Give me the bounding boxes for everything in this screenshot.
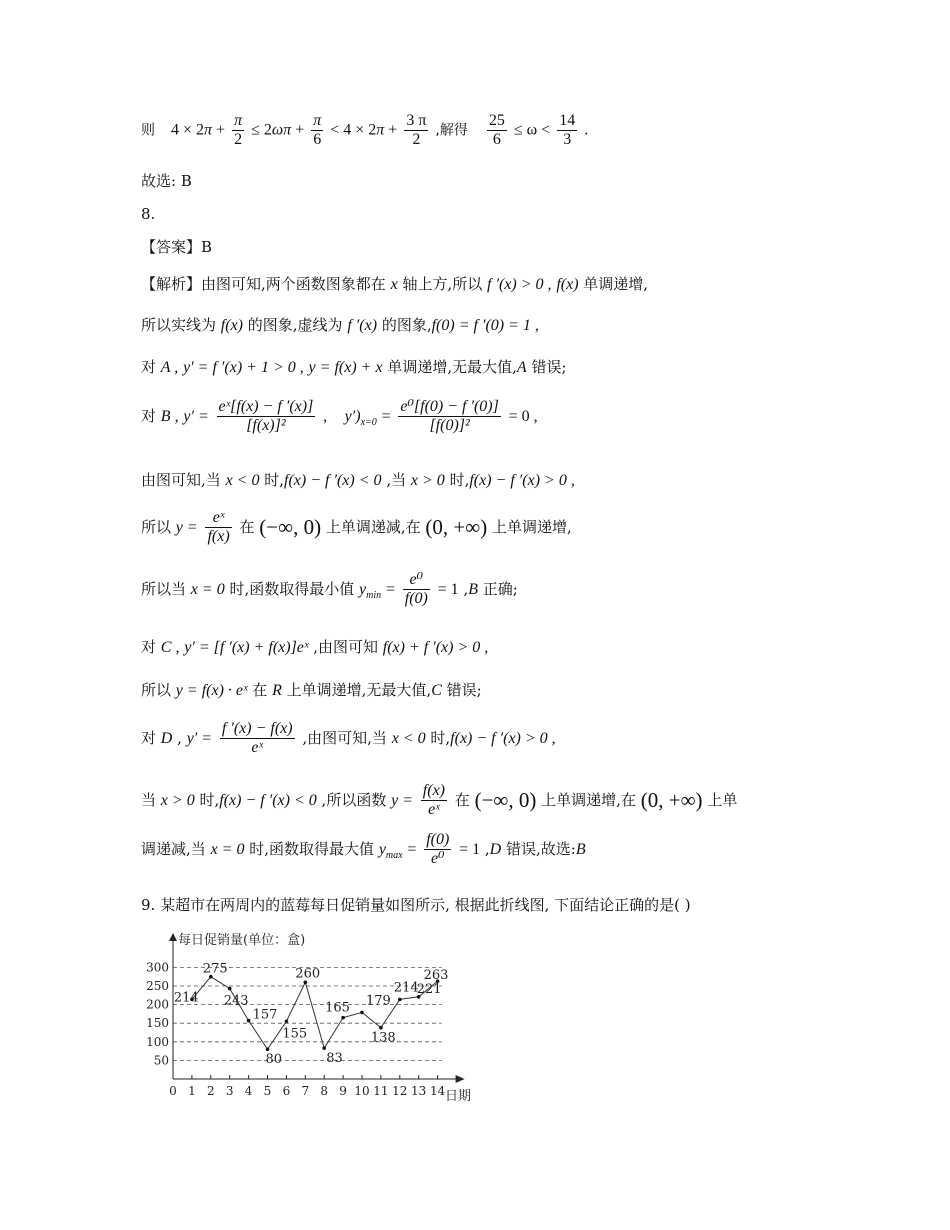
analysis-line-10: 对 D , y′ = $\frac{f '(x) - f(x)}{\text{eˣ}}$ ,由图可知,当 x < 0 时,f(x) − f ′(x) > 0 , <box>141 720 556 757</box>
y-tick-label: 200 <box>146 997 169 1012</box>
data-label: 214 <box>393 980 419 996</box>
q9-stem: 9. 某超市在两周内的蓝莓每日促销量如图所示, 根据此折线图, 下面结论正确的是( ) <box>141 896 691 914</box>
q8-number: 8. <box>141 205 156 223</box>
data-point <box>322 1046 326 1050</box>
x-tick-label: 11 <box>373 1084 389 1098</box>
x-axis-arrow <box>456 1075 465 1083</box>
y-tick-label: 100 <box>146 1034 169 1049</box>
y-axis-arrow <box>169 933 177 941</box>
data-point <box>285 1020 289 1024</box>
x-tick-label: 7 <box>301 1084 310 1098</box>
x-tick-label: 6 <box>282 1084 291 1098</box>
data-label: 165 <box>325 1000 350 1016</box>
chart-y-ticks <box>146 960 169 1067</box>
data-point <box>379 1026 383 1030</box>
data-label: 243 <box>223 993 249 1009</box>
data-label: 157 <box>252 1007 278 1023</box>
data-label: 179 <box>366 993 391 1009</box>
chart-title: 每日促销量(单位：盒) <box>178 933 306 948</box>
data-point <box>398 998 402 1002</box>
analysis-line-8: 对 C , y′ = [f ′(x) + f(x)]eˣ ,由图可知 f(x) + f ′(x) > 0 , <box>141 638 489 656</box>
x-tick-label: 4 <box>244 1084 253 1098</box>
analysis-line-9: 所以 y = f(x) · eˣ 在 R 上单调递增,无最大值,C 错误; <box>141 681 482 699</box>
data-label: 155 <box>282 1026 308 1042</box>
analysis-line-5: 由图可知,当 x < 0 时,f(x) − f ′(x) < 0 ,当 x > 0 时,f(x) − f ′(x) > 0 , <box>141 471 575 489</box>
y-tick-label: 50 <box>153 1053 169 1068</box>
chart-x-ticks <box>169 1084 445 1098</box>
q7-choice: 故选: B <box>141 172 192 190</box>
analysis-line-2: 所以实线为 f(x) 的图象,虚线为 f ′(x) 的图象,f(0) = f ′(0) = 1 , <box>141 316 539 334</box>
data-point <box>341 1016 345 1020</box>
data-label: 83 <box>326 1051 343 1067</box>
data-label: 80 <box>265 1052 283 1068</box>
analysis-line-3: 对 A , y′ = f ′(x) + 1 > 0 , y = f(x) + x 单调递增,无最大值,A 错误; <box>141 358 567 376</box>
q7-inequality-line: 则 4 × 2π + $\frac{\pi}{2}$ ≤ 2ωπ + $\frac{\pi}{6}$ < 4 × 2π + $\frac{3 \pi}{2}$ ,解得 $\frac{25}{6}$ ≤ ω < $\frac{14}{3}$ . <box>141 112 589 149</box>
y-tick-label: 300 <box>146 960 169 975</box>
data-point <box>360 1011 364 1015</box>
analysis-line-1: 【解析】由图可知,两个函数图象都在 x 轴上方,所以 f ′(x) > 0 , f(x) 单调递增, <box>141 275 649 293</box>
data-label: 260 <box>295 966 321 982</box>
x-tick-label: 3 <box>225 1084 234 1098</box>
analysis-line-7: 所以当 x = 0 时,函数取得最小值 $y_{min}$ = $\frac{\text{e⁰}}{f(0)}$ = 1 ,B 正确; <box>141 571 518 608</box>
data-point <box>228 987 232 991</box>
chart-data-labels <box>174 962 449 1068</box>
x-tick-label: 8 <box>320 1084 329 1098</box>
y-tick-label: 250 <box>146 979 169 993</box>
x-tick-label: 1 <box>188 1084 196 1098</box>
x-tick-label: 10 <box>354 1084 370 1098</box>
analysis-line-11: 当 x > 0 时,f(x) − f ′(x) < 0 ,所以函数 y = $\frac{f(x)}{\text{eˣ}}$ 在 (−∞, 0) 上单调递增,在 (0, +∞) 上单 <box>141 782 738 819</box>
x-tick-label: 13 <box>411 1084 427 1098</box>
data-point <box>247 1019 251 1023</box>
x-tick-label: 9 <box>339 1084 347 1098</box>
x-tick-label: 12 <box>392 1084 408 1098</box>
data-label: 275 <box>202 961 228 977</box>
chart-x-label: 日期 <box>445 1089 472 1104</box>
data-label: 138 <box>370 1030 396 1046</box>
x-tick-label: 0 <box>169 1084 177 1098</box>
y-tick-label: 150 <box>146 1016 169 1031</box>
x-tick-label: 14 <box>429 1084 446 1098</box>
x-tick-label: 2 <box>206 1084 215 1098</box>
x-tick-label: 5 <box>263 1084 272 1098</box>
sales-line-chart <box>135 925 495 1110</box>
data-point <box>266 1047 270 1051</box>
data-label: 214 <box>173 990 199 1006</box>
analysis-line-4: 对 B , y′ = $\frac{\text{eˣ[f(x) − f ′(x)]}}{\text{[f(x)]²}}$ , $y')_{x=0}$ = $\frac{\text{e⁰[f(0) − f ′(0)]}}{\text{[f(0)]²}}$ = 0 , <box>141 398 538 435</box>
q8-answer: 【答案】B <box>141 238 213 256</box>
analysis-line-12: 调递减,当 x = 0 时,函数取得最大值 $y_{max}$ = $\frac{f(0)}{\text{e⁰}}$ = 1 ,D 错误,故选:B <box>141 831 586 868</box>
analysis-line-6: 所以 y = $\frac{\text{eˣ}}{f(x)}$ 在 (−∞, 0) 上单调递减,在 (0, +∞) 上单调递增, <box>141 509 572 546</box>
data-label: 221 <box>416 981 442 997</box>
data-label: 263 <box>423 968 449 984</box>
